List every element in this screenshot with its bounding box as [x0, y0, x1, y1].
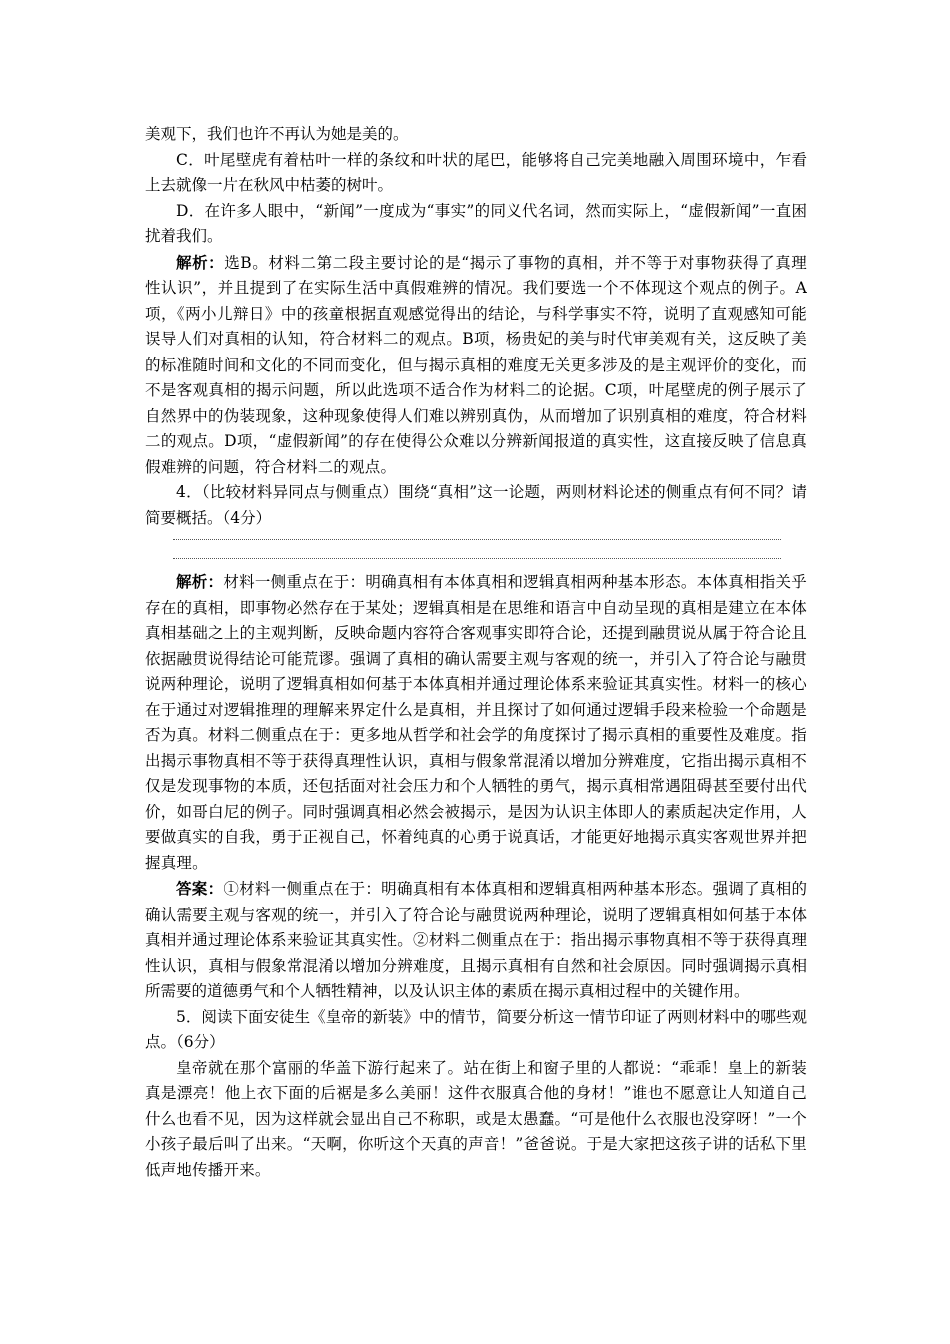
paragraph-option-b-end: 美观下，我们也许不再认为她是美的。: [145, 125, 409, 143]
answer-text: ①材料一侧重点在于：明确真相有本体真相和逻辑真相两种基本形态。强调了真相的确认需要主观与客观的统一，并引入了符合论与融贯说两种理论，说明了逻辑真相如何基于本体真相并通过理论体系来验证其真实性。②材料二侧重点在于：指出揭示事物真相不等于获得真理性认识，真相与假象常混淆以增加分辨难度，且揭示真相有自然和社会原因。同时强调揭示真相所需要的道德勇气和个人牺牲精神，以及认识主体的素质在揭示真相过程中的关键作用。: [145, 880, 807, 1000]
excerpt-emperors-new-clothes: 皇帝就在那个富丽的华盖下游行起来了。站在街上和窗子里的人都说：“乖乖！皇上的新装真是漂亮！他上衣下面的后裾是多么美丽！这件衣服真合他的身材！”谁也不愿意让人知道自己什么也看不见，因为这样就会显出自己不称职，或是太愚蠢。“可是他什么衣服也没穿呀！”一个小孩子最后叫了出来。“天啊，你听这个天真的声音！”爸爸说。于是大家把这孩子讲的话私下里低声地传播开来。: [145, 1058, 807, 1179]
analysis-q4: [145, 569, 807, 876]
question-5: 5．阅读下面安徒生《皇帝的新装》中的情节，简要分析这一情节印证了两则材料中的哪些观点。（6分）: [145, 1007, 807, 1051]
question-4: 4．（比较材料异同点与侧重点）围绕“真相”这一论题，两则材料论述的侧重点有何不同？请简要概括。（4分）: [145, 483, 807, 527]
paragraph-option-d: D．在许多人眼中，“新闻”一度成为“事实”的同义代名词，然而实际上，“虚假新闻”一直困扰着我们。: [145, 201, 807, 245]
answer-label: 答案：: [176, 879, 224, 898]
analysis-text: 材料一侧重点在于：明确真相有本体真相和逻辑真相两种基本形态。本体真相指关乎存在的真相，即事物必然存在于某处；逻辑真相是在思维和语言中自动呈现的真相是建立在本体真相基础之上的主观判断，反映命题内容符合客观事实即符合论，还提到融贯说从属于符合论且依据融贯说得结论可能荒谬。强调了真相的确认需要主观与客观的统一，并引入了符合论与融贯说两种理论，说明了逻辑真相如何基于本体真相并通过理论体系来验证其真实性。材料一的核心在于通过对逻辑推理的理解来界定什么是真相，并且探讨了如何通过逻辑手段来检验一个命题是否为真。材料二侧重点在于：更多地从哲学和社会学的角度探讨了揭示真相的重要性及难度。指出揭示事物真相不等于获得真理性认识，真相与假象常混淆以增加分辨难度，它指出揭示真相不仅是发现事物的本质，还包括面对社会压力和个人牺牲的勇气，揭示真相常遇阻碍甚至要付出代价，如哥白尼的例子。同时强调真相必然会被揭示，是因为认识主体即人的素质起决定作用，人要做真实的自我，勇于正视自己，怀着纯真的心勇于说真话，才能更好地揭示真实客观世界并把握真理。: [145, 573, 808, 872]
answer-line: [173, 539, 781, 540]
answer-q4: [145, 876, 807, 1005]
answer-line: [173, 558, 781, 559]
analysis-q3: [145, 250, 807, 481]
analysis-label: 解析：: [176, 252, 225, 272]
analysis-label: 解析：: [176, 572, 224, 591]
analysis-text: 选B。材料二第二段主要讨论的是“揭示了事物的真相，并不等于对事物获得了真理性认识”，并且提到了在实际生活中真假难辨的情况。我们要选一个不体现这个观点的例子。A项，《两小儿辩日》中的孩童根据直观感觉得出的结论，与科学事实不符，说明了直观感知可能误导人们对真相的认知，符合材料二的观点。B项，杨贵妃的美与时代审美观有关，这反映了美的标准随时间和文化的不同而变化，但与揭示真相的难度无关更多涉及的是主观评价的变化，而不是客观真相的揭示问题，所以此选项不适合作为材料二的论据。C项，叶尾壁虎的例子展示了自然界中的伪装现象，这种现象使得人们难以辨别真伪，从而增加了识别真相的难度，符合材料二的观点。D项，“虚假新闻”的存在使得公众难以分辨新闻报道的真实性，这直接反映了信息真假难辨的问题，符合材料二的观点。: [145, 253, 807, 476]
paragraph-option-c: C．叶尾壁虎有着枯叶一样的条纹和叶状的尾巴，能够将自己完美地融入周围环境中，乍看上去就像一片在秋风中枯萎的树叶。: [145, 150, 807, 194]
document-page: [145, 122, 807, 1183]
